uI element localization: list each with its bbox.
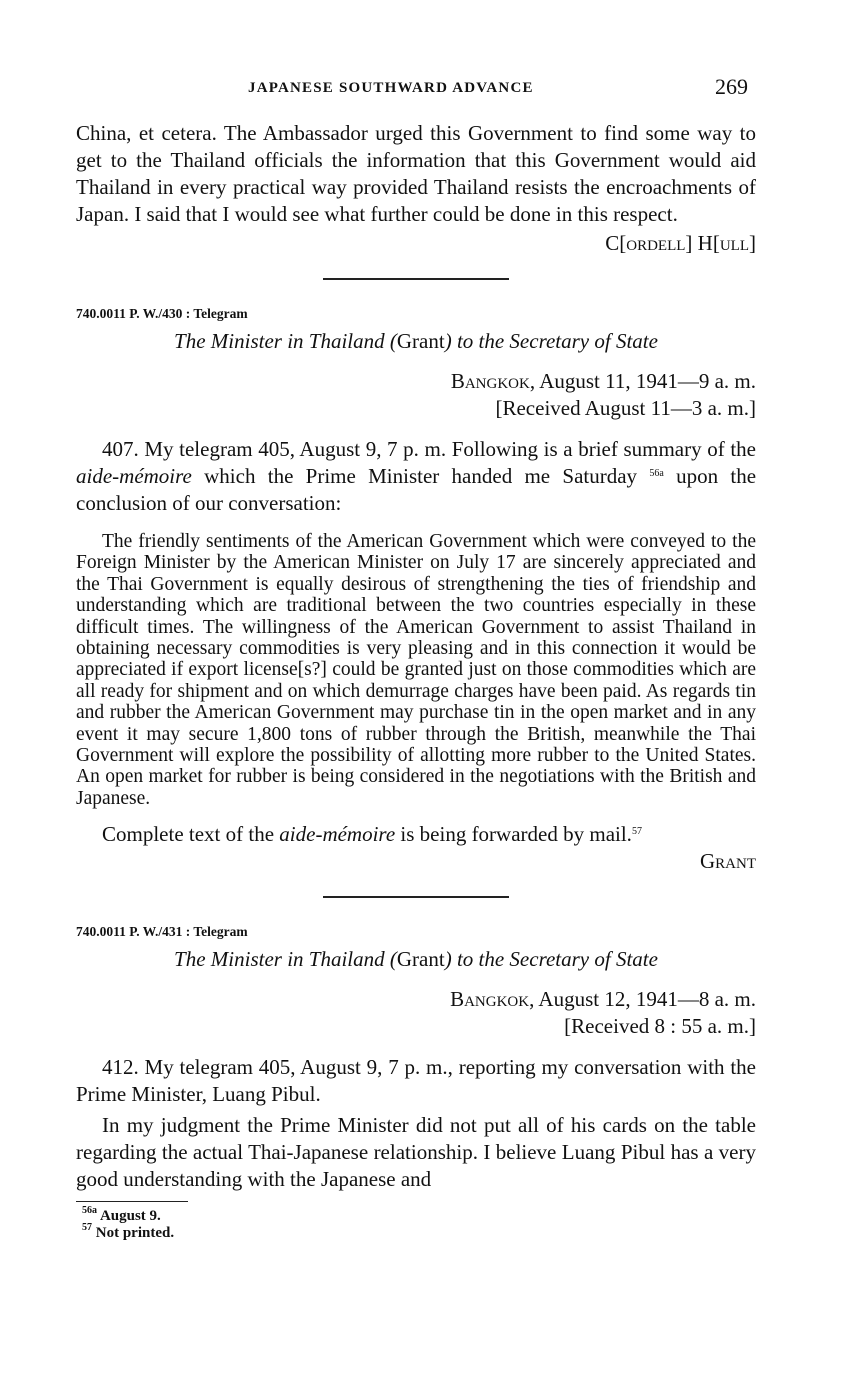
signature-ordell: ordell xyxy=(626,231,686,255)
judgment-paragraph: In my judgment the Prime Minister did not put all of his cards on the table regarding the actual Thai-Japanese relationship. I believe Luang Pibul has a very good understanding with the Japanese and xyxy=(76,1113,756,1192)
footnote-text-57: Not printed. xyxy=(95,1225,175,1242)
footnote-mark-57: 57 xyxy=(82,1222,92,1234)
signature-ull: ull xyxy=(719,231,749,255)
title2-suffix: ) to the Secretary of State xyxy=(444,947,658,972)
p1-italic: aide-mémoire xyxy=(76,464,192,488)
title-prefix: The Minister in Thailand ( xyxy=(174,329,397,353)
title2-prefix: The Minister in Thailand ( xyxy=(174,947,397,972)
continuation-paragraph: China, et cetera. The Ambassador urged this Government to find some way to get to the Thailand officials the information that this Government would aid Thailand in every practical way provided Thailand resists the encroachments of Japan. I said that I would see what further could be done in this respect. xyxy=(76,121,756,226)
footnote-57 xyxy=(76,1222,756,1242)
footnotes xyxy=(76,1205,756,1242)
running-title: JAPANESE SOUTHWARD ADVANCE xyxy=(248,80,534,96)
dateline-date: August 11, 1941—9 a. m. xyxy=(539,369,756,393)
running-head xyxy=(76,72,756,102)
p2-start: Complete text of the xyxy=(102,822,275,847)
telegram-412-paragraph: 412. My telegram 405, August 9, 7 p. m., reporting my conversation with the Prime Minister, Luang Pibul. xyxy=(76,1055,756,1107)
file-reference-431: 740.0011 P. W./431 : Telegram xyxy=(76,924,248,940)
dateline2-place: Bangkok, xyxy=(450,987,535,1012)
dateline-place: Bangkok, xyxy=(450,369,536,393)
footnote-ref-57: 57 xyxy=(631,826,642,838)
title-name: Grant xyxy=(396,329,445,353)
footnote-56a xyxy=(76,1205,756,1225)
section-divider-2 xyxy=(323,896,509,898)
page-number: 269 xyxy=(715,74,748,99)
p1-mid: which the Prime Minister handed me Saturday xyxy=(204,464,638,488)
document-title-1 xyxy=(76,328,756,354)
title-suffix: ) to the Secretary of State xyxy=(444,329,658,353)
dateline2-date: August 12, 1941—8 a. m. xyxy=(538,987,756,1012)
p1-end: upon the conclusion of our conversation: xyxy=(76,464,757,515)
file-reference-430: 740.0011 P. W./430 : Telegram xyxy=(76,306,248,321)
signature-hull: C[ordell] H[ull] xyxy=(605,231,756,255)
dateline-2 xyxy=(76,986,756,1013)
received-1: [Received August 11—3 a. m.] xyxy=(495,396,756,420)
title2-name: Grant xyxy=(396,947,445,972)
telegram-407-paragraph xyxy=(76,436,756,517)
section-divider xyxy=(323,278,509,280)
p2-italic: aide-mémoire xyxy=(279,822,396,847)
signature-initial-c: C xyxy=(605,231,620,255)
p1-start: 407. My telegram 405, August 9, 7 p. m. Following is a brief summary of the xyxy=(102,437,756,461)
page xyxy=(76,72,756,1242)
received-2: [Received 8 : 55 a. m.] xyxy=(564,1014,756,1039)
signature-grant-1: Grant xyxy=(700,849,756,874)
footnote-ref-56a: 56a xyxy=(649,468,664,479)
footnote-divider xyxy=(76,1201,188,1202)
document-title-2 xyxy=(76,946,756,972)
signature-initial-h: H xyxy=(697,231,713,255)
forwarding-paragraph xyxy=(76,821,756,848)
p2-end: is being forwarded by mail. xyxy=(400,822,632,847)
dateline-1 xyxy=(76,368,756,395)
footnote-text-56a: August 9. xyxy=(99,1208,161,1225)
footnote-mark-56a: 56a xyxy=(82,1205,97,1217)
aide-memoire-summary: The friendly sentiments of the American Government which were conveyed to the Foreign Minister by the American Minister on July 17 are sincerely appreciated and the Thai Government is equally desirous of strengthening the ties of friendship and understanding which are traditional between the two countries especially in these difficult times. The willingness of the American Government to assist Thailand in obtaining necessary commodities is very pleasing and in this connection it would be appreciated if export license[s?] could be granted just on those commodities which are all ready for shipment and on which demurrage charges have been paid. As regards tin and rubber the American Government may purchase tin in the open market and in any event it may secure 1,800 tons of rubber through the British, meanwhile the Thai Government will explore the possibility of allotting more rubber to the United States. An open market for rubber is being considered in the negotiations with the British and Japanese. xyxy=(76,531,756,809)
